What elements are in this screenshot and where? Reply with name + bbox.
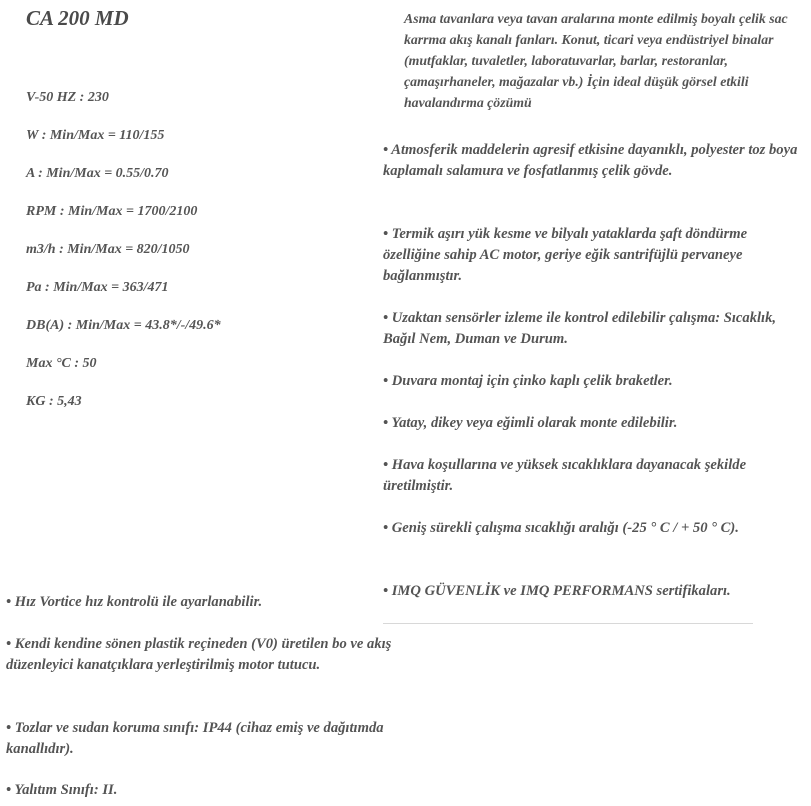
product-intro: Asma tavanlara veya tavan aralarına monte edilmiş boyalı çelik sac karrma akış kanalı fanları. Konut, ticari veya endüstriyel binalar (mutfaklar, tuvaletler, laboratuvarlar, barlar, restoranlar, çamaşırhaneler, mağazalar vb.) İçin ideal düşük görsel etkili havalandırma çözümü (404, 11, 788, 110)
feature-motor-holder: • Kendi kendine sönen plastik reçineden (V0) üretilen bo ve akış düzenleyici kanatçıklara yerleştirilmiş motor tutucu. (6, 636, 392, 673)
spec-noise: DB(A) : Min/Max = 43.8*/-/49.6* (26, 318, 221, 333)
feature-bracket: • Duvara montaj için çinko kaplı çelik braketler. (383, 373, 673, 389)
spec-power: W : Min/Max = 110/155 (26, 128, 165, 143)
product-title: CA 200 MD (26, 6, 129, 30)
spec-list (26, 88, 356, 430)
spec-max-temp: Max °C : 50 (26, 356, 97, 371)
feature-weather: • Hava koşullarına ve yüksek sıcaklıklara dayanacak şekilde üretilmiştir. (383, 457, 747, 494)
spec-rpm: RPM : Min/Max = 1700/2100 (26, 204, 198, 219)
spec-airflow: m3/h : Min/Max = 820/1050 (26, 242, 190, 257)
divider (383, 623, 753, 624)
feature-insulation-class: • Yalıtım Sınıfı: II. (6, 782, 118, 798)
feature-temp-range: • Geniş sürekli çalışma sıcaklığı aralığı (-25 ° C / + 50 ° C). (383, 520, 739, 536)
spec-weight: KG : 5,43 (26, 394, 82, 409)
feature-motor: • Termik aşırı yük kesme ve bilyalı yataklarda şaft döndürme özelliğine sahip AC motor, geriye eğik santrifüjlü pervaneye bağlanmıştır. (383, 226, 748, 284)
spec-current: A : Min/Max = 0.55/0.70 (26, 166, 169, 181)
feature-certificates: • IMQ GÜVENLİK ve IMQ PERFORMANS sertifikaları. (383, 583, 731, 599)
feature-protection-class: • Tozlar ve sudan koruma sınıfı: IP44 (cihaz emiş ve dağıtımda kanallıdır). (6, 720, 384, 757)
feature-speed-control: • Hız Vortice hız kontrolü ile ayarlanabilir. (6, 594, 263, 610)
feature-mounting: • Yatay, dikey veya eğimli olarak monte edilebilir. (383, 415, 678, 431)
spec-voltage: V-50 HZ : 230 (26, 90, 109, 105)
spec-pressure: Pa : Min/Max = 363/471 (26, 280, 169, 295)
feature-remote-control: • Uzaktan sensörler izleme ile kontrol edilebilir çalışma: Sıcaklık, Bağıl Nem, Duman ve Durum. (383, 310, 777, 347)
feature-body: • Atmosferik maddelerin agresif etkisine dayanıklı, polyester toz boya kaplamalı salamura ve fosfatlanmış çelik gövde. (383, 142, 798, 179)
